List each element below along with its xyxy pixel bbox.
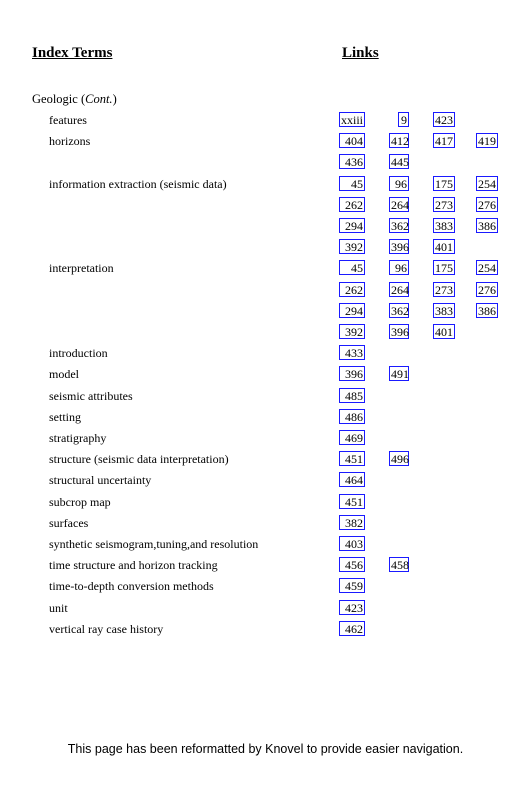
page-link[interactable]: 396 <box>391 325 409 339</box>
page-link[interactable]: 419 <box>478 134 496 149</box>
heading-close-paren: ) <box>112 92 117 106</box>
index-term: subcrop map <box>49 494 111 509</box>
page-link[interactable]: 264 <box>391 197 409 212</box>
index-term: surfaces <box>49 515 89 530</box>
page-link[interactable]: 276 <box>478 282 496 297</box>
page-link[interactable]: 45 <box>339 176 365 191</box>
page-link[interactable]: 451 <box>339 451 365 466</box>
index-term: synthetic seismogram,tuning,and resolution <box>49 537 259 551</box>
page-link[interactable]: 386 <box>478 303 496 318</box>
index-terms-header: Index Terms <box>32 45 113 61</box>
index-term: seismic attributes <box>49 388 133 403</box>
page-link[interactable]: 273 <box>435 197 453 212</box>
page-link[interactable]: 45 <box>339 260 365 275</box>
page-link[interactable]: 456 <box>339 557 365 572</box>
index-term: stratigraphy <box>49 431 107 445</box>
page-link[interactable]: 451 <box>339 494 365 509</box>
page-link[interactable]: 175 <box>435 261 453 276</box>
index-term: time-to-depth conversion methods <box>49 579 214 594</box>
page-link[interactable]: 486 <box>339 409 365 424</box>
index-term: structure (seismic data interpretation) <box>49 452 229 467</box>
index-term: interpretation <box>49 261 114 276</box>
page-link[interactable]: 386 <box>478 219 496 233</box>
page-link[interactable]: 254 <box>478 261 496 276</box>
heading-continued-label: Cont. <box>85 92 113 106</box>
page-link[interactable]: 96 <box>389 176 409 191</box>
page-link[interactable]: 175 <box>435 176 453 191</box>
heading-open-paren: ( <box>77 92 86 106</box>
page-link[interactable]: 254 <box>478 176 496 191</box>
page-link[interactable]: 392 <box>339 239 365 254</box>
page-link[interactable]: 396 <box>391 240 409 255</box>
page-link[interactable]: 294 <box>339 218 365 233</box>
page-link[interactable]: 396 <box>339 366 365 381</box>
page-link[interactable]: 496 <box>391 452 409 467</box>
page-link[interactable]: 423 <box>435 113 453 127</box>
links-header: Links <box>342 45 379 61</box>
page-link[interactable]: 96 <box>389 260 409 275</box>
page-link[interactable]: 262 <box>339 282 365 297</box>
index-term: vertical ray case history <box>49 621 164 636</box>
index-heading <box>32 91 117 107</box>
page-link[interactable]: 9 <box>398 112 409 127</box>
page-link[interactable]: 362 <box>391 219 409 233</box>
page-link[interactable]: 276 <box>478 197 496 212</box>
page-link[interactable]: 491 <box>391 367 409 382</box>
page-link[interactable]: 485 <box>339 388 365 403</box>
heading-term: Geologic <box>32 92 78 106</box>
page-link[interactable]: 383 <box>435 219 453 233</box>
index-term: setting <box>49 409 81 424</box>
page-link[interactable]: 436 <box>339 154 365 169</box>
page-link[interactable]: 273 <box>435 282 453 297</box>
index-term: time structure and horizon tracking <box>49 558 218 573</box>
page-link[interactable]: 392 <box>339 324 365 339</box>
page-link[interactable]: 294 <box>339 303 365 318</box>
index-term: features <box>49 113 87 127</box>
page-link[interactable]: 423 <box>339 600 365 615</box>
page-link[interactable]: 464 <box>339 472 365 487</box>
index-term: information extraction (seismic data) <box>49 176 227 191</box>
page-link[interactable]: 401 <box>435 240 453 255</box>
page-link[interactable]: 458 <box>391 558 409 573</box>
page-link[interactable]: 383 <box>435 303 453 318</box>
page-link[interactable]: 401 <box>435 325 453 339</box>
page-link[interactable]: 362 <box>391 303 409 318</box>
index-term: horizons <box>49 134 91 149</box>
page-link[interactable]: 433 <box>339 345 365 360</box>
page-link[interactable]: 382 <box>339 515 365 530</box>
page-link[interactable]: 462 <box>339 621 365 636</box>
page-link[interactable]: 403 <box>339 536 365 551</box>
page-link[interactable]: 404 <box>339 133 365 148</box>
index-term: structural uncertainty <box>49 473 152 488</box>
page-link[interactable]: 264 <box>391 282 409 297</box>
page-link[interactable]: 469 <box>339 430 365 445</box>
page-link[interactable]: 262 <box>339 197 365 212</box>
index-term: unit <box>49 600 68 615</box>
footer-note: This page has been reformatted by Knovel to provide easier navigation. <box>67 742 464 756</box>
page-link[interactable]: 417 <box>435 134 453 149</box>
page-link[interactable]: 412 <box>391 134 409 149</box>
index-term: model <box>49 367 79 382</box>
index-term: introduction <box>49 346 108 361</box>
page-link[interactable]: 445 <box>391 155 409 170</box>
page-link[interactable]: xxiii <box>341 113 364 127</box>
page-link[interactable]: 459 <box>339 578 365 593</box>
